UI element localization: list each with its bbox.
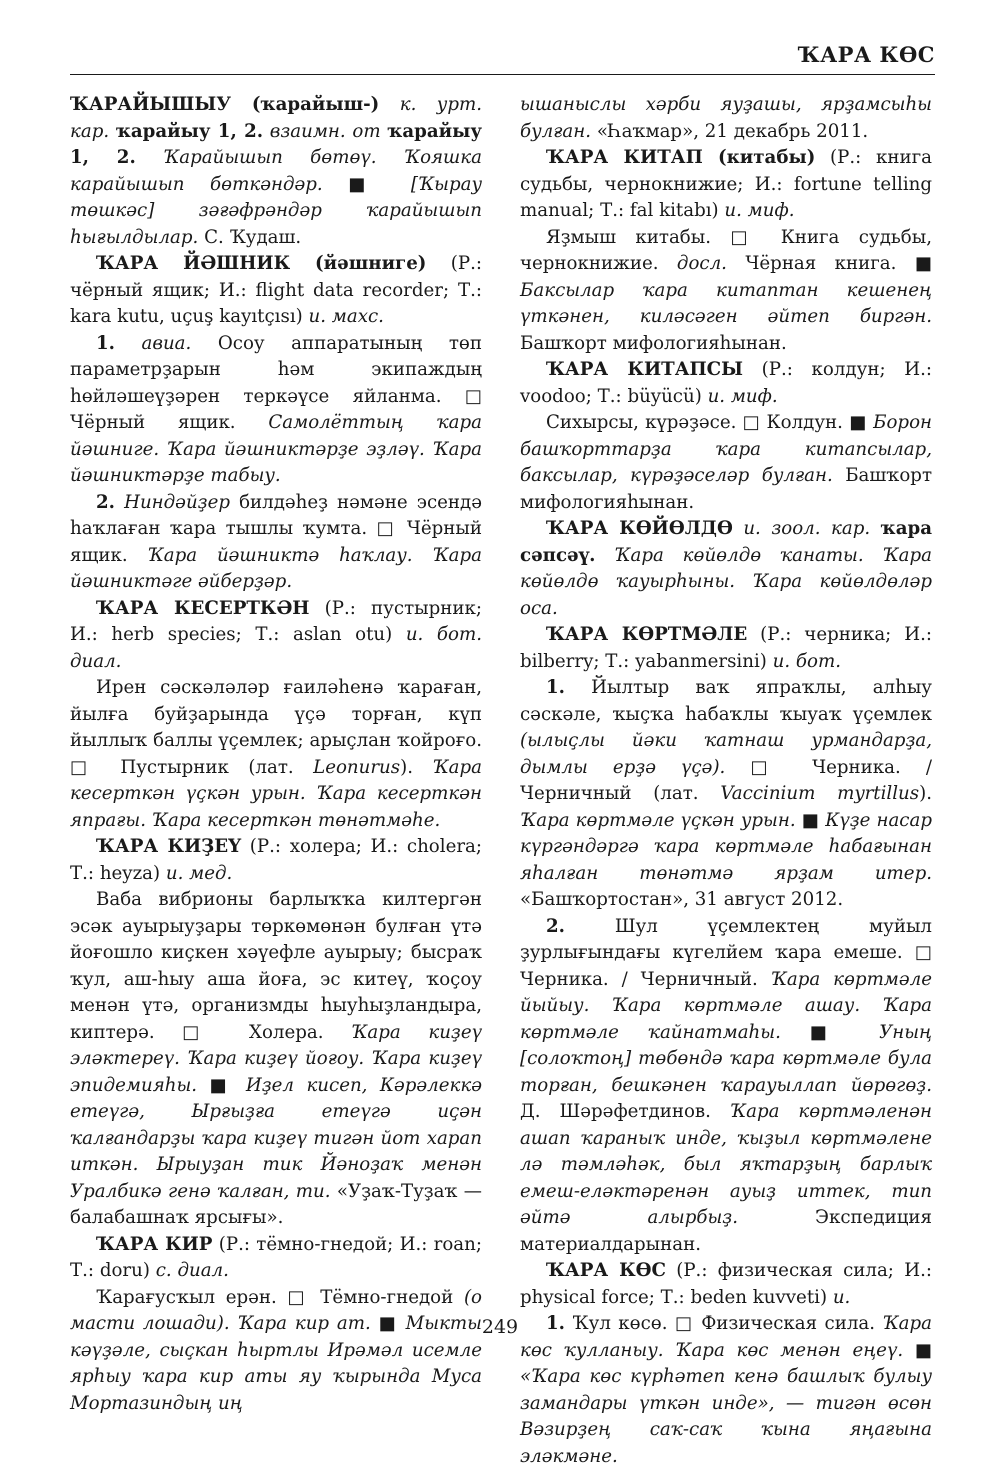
right-column xyxy=(520,92,932,1470)
white-square-icon: □ xyxy=(376,518,398,539)
black-square-icon: ■ xyxy=(209,1074,234,1096)
white-square-icon: □ xyxy=(182,1021,222,1043)
definition: Ирен сәскәләләр ғаиләһенә ҡараған, йылға буйҙарында үҫә торған, күп йыллыҡ баллы үҫемлек; арыҫлан ҡойроғо. □ Пустырник (лат. Leonurus). Ҡара кесерткән үҫкән урын. Ҡара кесерткән япрағы. Ҡара кесерткән төнәтмәһе. xyxy=(70,677,483,831)
headword: ҠАРА КИР xyxy=(96,1233,213,1255)
white-square-icon: □ xyxy=(725,756,787,778)
white-square-icon: □ xyxy=(914,942,932,963)
running-header-title: ҠАРА КӨС xyxy=(797,42,935,67)
running-header xyxy=(70,34,935,75)
sense: 1. Ҡул көсө. □ Физическая сила. Ҡара көс ҡулланыу. Ҡара көс менән еңеү. ■ «Ҡара көс күрһәтеп кенә башлыҡ булыу замандары үткән инде», — тигән өсөн Вәзирҙең саҡ-саҡ ҡына яңағына эләкмәне. xyxy=(520,1313,933,1467)
white-square-icon: □ xyxy=(464,385,482,407)
black-square-icon: ■ xyxy=(914,1339,932,1361)
sense: 1. авиа. Осоу аппаратының төп параметрҙарын һәм экипаждың һөйләшеүҙәрен теркәүсе яйланма. □ Чёрный ящик. Самолёттың ҡара йәшниге. Ҡара йәшниктәрҙе эҙләү. Ҡара йәшниктәрҙе табыу. xyxy=(70,332,483,486)
sense: 1. Йылтыр ваҡ япраҡлы, алһыу сәскәле, ҡыҫҡа һабаҡлы ҡыуаҡ үҫемлек (ылыҫлы йәки ҡатнаш урмандарҙа, дымлы ерҙә үҫә). □ Черника. / Черничный (лат. Vaccinium myrtillus). Ҡара көртмәле үҫкән урын. ■ Күҙе насар күргәндәргә ҡара көртмәле һабағынан яһалған төнәтмә ярҙам итер. «Башҡортостан», 31 август 2012. xyxy=(520,677,932,910)
entry-kara-kitapsy: ҠАРА КИТАПСЫ (Р.: колдун; И.: voodoo; Т.: büyücü) и. миф. xyxy=(520,359,932,407)
continued-quote: ышаныслы хәрби яуҙашы, ярҙамсыһы булған. «Һаҡмар», 21 декабрь 2011. xyxy=(520,94,932,142)
black-square-icon: ■ xyxy=(801,809,820,831)
definition: Яҙмыш китабы. □ Книга судьбы, чернокнижие. досл. Чёрная книга. ■ Баксылар ҡара китаптан кешенең үткәнен, киләсәген әйтеп биргән. Башҡорт мифологияһынан. xyxy=(520,226,933,354)
entry-kara-kizeu: ҠАРА КИҘЕҮ (Р.: холера; И.: cholera; Т.: heyza) и. мед. xyxy=(70,836,482,884)
left-column xyxy=(70,92,482,1417)
page-number: 249 xyxy=(481,1316,519,1338)
entry-kara-koyoldo: ҠАРА КӨЙӨЛДӨ и. зоол. кар. ҡара сәпсәү. Ҡара көйөлдө ҡанаты. Ҡара көйөлдө ҡауырһыны. Ҡара көйөлдөләр оса. xyxy=(520,518,932,619)
entry-kara-kir: ҠАРА КИР (Р.: тёмно-гнедой; И.: roan; Т.: doru) с. диал. xyxy=(70,1233,482,1281)
headword: ҠАРА КЕСЕРТКӘН xyxy=(96,597,310,619)
headword: ҠАРА ЙӘШНИК (йәшниге) xyxy=(96,253,427,274)
white-square-icon: □ xyxy=(287,1286,310,1308)
definition: Ваба вибрионы барлыҡҡа килтергән эсәк ауырыуҙары төркөмөнән булған үтә йоғошло киҫкен хәүефле ауырыу; бысраҡ ҡул, аш-һыу аша йоға, эс китеү, ҡоҫоу менән үтә, организмды һыуһыҙландыра, киптерә. □ Холера. Ҡара киҙеү эләктереү. Ҡара киҙеү йоғоу. Ҡара киҙеү эпидемияһы. ■ Иҙел кисеп, Кәрәлеккә етеүгә, Ырғыҙға етеүгә иҫән ҡалғандарҙы ҡара киҙеү тигән йот харап иткән. Ырыуҙан тик Йәноҙаҡ менән Уралбикә генә ҡалған, ти. «Уҙаҡ-Туҙаҡ — балабашнаҡ ярсығы». xyxy=(70,889,483,1228)
white-square-icon: □ xyxy=(742,412,761,433)
definition: Сихырсы, күрәҙәсе. □ Колдун. ■ Борон башҡорттарҙа ҡара китапсылар, баксылар, күрәҙәселәр булған. Башҡорт мифологияһынан. xyxy=(520,412,933,513)
black-square-icon: ■ xyxy=(849,412,867,433)
black-square-icon: ■ xyxy=(809,1021,851,1043)
definition: Ҡарағусҡыл ерән. □ Тёмно-гнедой (о масти лошади). Ҡара кир ат. ■ Мыкты кәүҙәле, сыҫкан һыртлы Ирәмәл исемле ярһыу ҡара кир аты яу ҡырында Муса Мортазиндың иң xyxy=(70,1286,482,1414)
white-square-icon: □ xyxy=(70,756,101,778)
sense: 2. Ниндәйҙер билдәһеҙ нәмәне эсендә һаҡлаған ҡара тышлы ҡумта. □ Чёрный ящик. Ҡара йәшниктә һаҡлау. Ҡара йәшниктәге әйберҙәр. xyxy=(70,491,483,592)
entry-kara-kos: ҠАРА КӨС (Р.: физическая сила; И.: physical force; Т.: beden kuvveti) и. xyxy=(520,1260,932,1308)
headword: ҠАРА КИТАП (китабы) xyxy=(546,147,816,168)
entry-karayyshyu: ҠАРАЙЫШЫУ (ҡарайыш-) к. урт. кар. ҡарайыу 1, 2. взаимн. от ҡарайыу 1, 2. Ҡарайышып бөтөү. Ҡояшка карайышып бөткәндәр. ■ [Ҡырау төшкәс] зәғәфрәндәр ҡарайышып һығылдылар. С. Ҡудаш. xyxy=(70,94,483,248)
headword: ҠАРА КӨС xyxy=(546,1260,666,1281)
black-square-icon: ■ xyxy=(914,253,933,274)
headword: ҠАРА КИҘЕҮ xyxy=(96,836,242,857)
headword: ҠАРА КӨРТМӘЛЕ xyxy=(546,624,748,645)
sense: 2. Шул үҫемлектең муйыл ҙурлығындағы күгелйем ҡара емеше. □ Черника. / Черничный. Ҡара көртмәле йыйыу. Ҡара көртмәле ашау. Ҡара көртмәле ҡайнатмаһы. ■ Уның [солоҡтоң] төбөндә ҡара көртмәле була торған, бешкәнен ҡарауыллап йөрөгөҙ. Д. Шәрәфетдинов. Ҡара көртмәленән ашап ҡараныҡ инде, ҡыҙыл көртмәлене лә тәмләһәк, был яҡтарҙың барлыҡ емеш-еләктәренән ауыҙ иттек, тип әйтә алырбыҙ. Экспедиция материалдарынан. xyxy=(520,915,933,1255)
entry-kara-kitap: ҠАРА КИТАП (китабы) (Р.: книга судьбы, чернокнижие; И.: fortune telling manual; Т.: fal kitabı) и. миф. xyxy=(520,147,932,221)
black-square-icon: ■ xyxy=(378,1313,398,1334)
headword: ҠАРА КИТАПСЫ xyxy=(546,359,744,380)
entry-kara-kesertken: ҠАРА КЕСЕРТКӘН (Р.: пустырник; И.: herb species; Т.: aslan otu) и. бот. диал. xyxy=(70,597,482,672)
headword: ҠАРА КӨЙӨЛДӨ xyxy=(546,518,733,539)
white-square-icon: □ xyxy=(674,1313,694,1334)
entry-kara-kortmale: ҠАРА КӨРТМӘЛЕ (Р.: черника; И.: bilberry; Т.: yabanmersini) и. бот. xyxy=(520,624,932,672)
headword: ҠАРАЙЫШЫУ (ҡарайыш-) xyxy=(70,94,380,115)
white-square-icon: □ xyxy=(730,226,762,248)
entry-kara-yashnik: ҠАРА ЙӘШНИК (йәшниге) (Р.: чёрный ящик; И.: flight data recorder; Т.: kara kutu, uçuş kayıtçısı) и. махс. xyxy=(70,253,482,327)
black-square-icon: ■ xyxy=(348,173,386,195)
